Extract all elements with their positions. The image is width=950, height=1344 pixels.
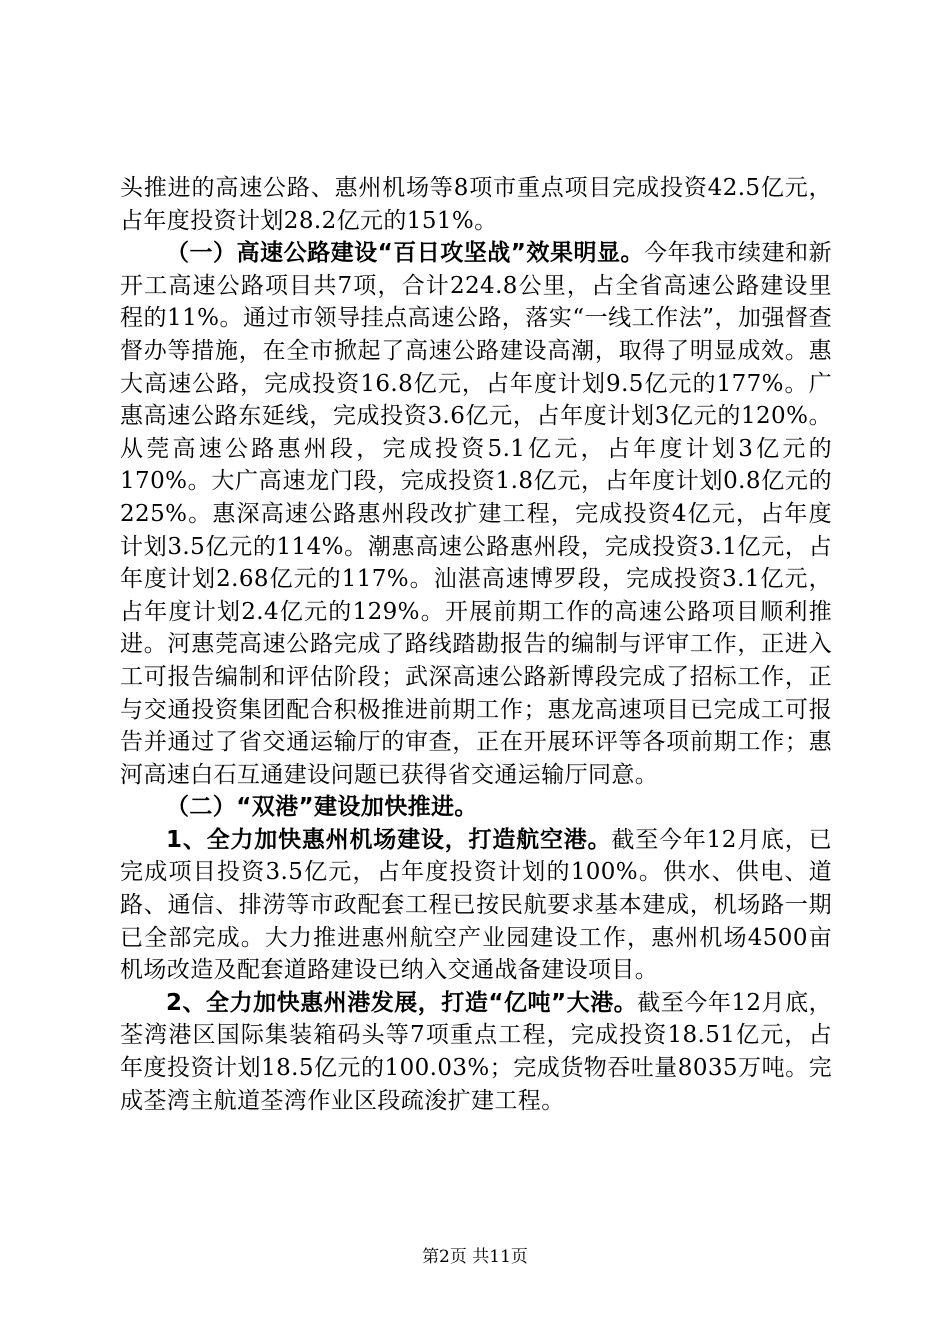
document-body [120,172,832,1117]
paragraph-airport-text: 截至今年12月底，已完成项目投资3.5亿元，占年度投资计划的100%。供水、供电、道路、通信、排涝等市政配套工程已按民航要求基本建成，机场路一期已全部完成。大力推进惠州航空产业园建设工作，惠州机场4500亩机场改造及配套道路建设已纳入交通战备建设项目。 [120,826,832,984]
subsection-heading-airport: 1、全力加快惠州机场建设，打造航空港。 [166,826,612,853]
paragraph-intro-text: 头推进的高速公路、惠州机场等8项市重点项目完成投资42.5亿元，占年度投资计划28.2亿元的151%。 [120,175,832,234]
paragraph-seaport [120,987,832,1117]
paragraph-highway-text: 今年我市续建和新开工高速公路项目共7项，合计224.8公里，占全省高速公路建设里程的11%。通过市领导挂点高速公路，落实“一线工作法”，加强督查督办等措施，在全市掀起了高速公路建设高潮，取得了明显成效。惠大高速公路，完成投资16.8亿元，占年度计划9.5亿元的177%。广惠高速公路东延线，完成投资3.6亿元，占年度计划3亿元的120%。从莞高速公路惠州段，完成投资5.1亿元，占年度计划3亿元的170%。大广高速龙门段，完成投资1.8亿元，占年度计划0.8亿元的225%。惠深高速公路惠州段改扩建工程，完成投资4亿元，占年度计划3.5亿元的114%。潮惠高速公路惠州段，完成投资3.1亿元，占年度计划2.68亿元的117%。汕湛高速博罗段，完成投资3.1亿元，占年度计划2.4亿元的129%。开展前期工作的高速公路项目顺利推进。河惠莞高速公路完成了路线踏勘报告的编制与评审工作，正进入工可报告编制和评估阶段；武深高速公路新博段完成了招标工作，正与交通投资集团配合积极推进前期工作；惠龙高速项目已完成工可报告并通过了省交通运输厅的审查，正在开展环评等各项前期工作；惠河高速白石互通建设问题已获得省交通运输厅同意。 [120,240,832,788]
page-footer [0,1242,950,1267]
paragraph-dual-port [120,791,832,824]
paragraph-highway [120,237,832,791]
paragraph-intro [120,172,832,237]
section-heading-dual-port: （二）“双港”建设加快推进。 [166,794,478,821]
subsection-heading-seaport: 2、全力加快惠州港发展，打造“亿吨”大港。 [166,989,638,1016]
paragraph-seaport-text: 截至今年12月底，荃湾港区国际集装箱码头等7项重点工程，完成投资18.51亿元，占年度投资计划18.5亿元的100.03%；完成货物吞吐量8035万吨。完成荃湾主航道荃湾作业区段疏浚扩建工程。 [120,989,832,1114]
section-heading-highway: （一）高速公路建设“百日攻坚战”效果明显。 [166,240,644,267]
page-number: 第2页 共11页 [422,1247,528,1267]
paragraph-airport [120,824,832,987]
